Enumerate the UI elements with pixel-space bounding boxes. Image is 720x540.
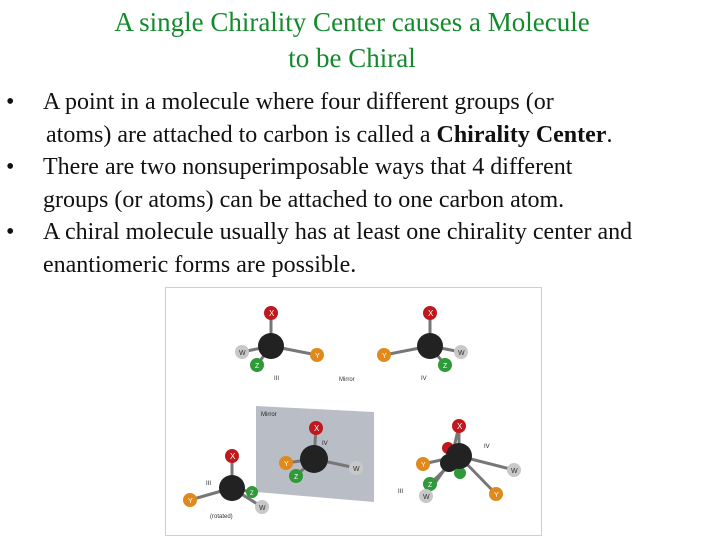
atom-label-y: Y bbox=[421, 462, 426, 469]
atom-label-x: X bbox=[230, 452, 236, 461]
atom-label-z: Z bbox=[250, 491, 254, 497]
atom-label-z: Z bbox=[294, 474, 299, 481]
atom-label-x: X bbox=[457, 422, 463, 431]
atom-label-x: X bbox=[314, 424, 320, 433]
carbon-atom bbox=[258, 333, 284, 359]
atom-label-y: Y bbox=[284, 461, 289, 468]
label-iii: III bbox=[398, 489, 404, 495]
title-line-1: A single Chirality Center causes a Molecule bbox=[114, 7, 590, 37]
atom-label-w: W bbox=[511, 468, 518, 475]
carbon-atom bbox=[219, 475, 245, 501]
atom-label-z: Z bbox=[255, 363, 260, 370]
bullet-text-continued: enantiomeric forms are possible. bbox=[43, 251, 357, 278]
label-rotated: (rotated) bbox=[210, 514, 233, 520]
molecule-iii-top bbox=[235, 306, 324, 382]
bullet-text-suffix: . bbox=[606, 121, 613, 148]
title-line-2: to be Chiral bbox=[288, 43, 416, 73]
molecule-models-svg bbox=[166, 288, 541, 535]
atom-label-y: Y bbox=[494, 492, 499, 499]
molecule-iv-overlap bbox=[398, 419, 521, 503]
carbon-atom bbox=[440, 454, 458, 472]
atom-label-x: X bbox=[428, 309, 434, 318]
label-mirror: Mirror bbox=[339, 377, 355, 383]
bullet-item bbox=[0, 86, 720, 151]
atom-label-y: Y bbox=[315, 353, 320, 360]
bullet-item bbox=[0, 151, 720, 216]
atom-label-z: Z bbox=[428, 482, 433, 489]
bullet-list bbox=[0, 86, 720, 281]
carbon-atom bbox=[300, 445, 328, 473]
label-iv: IV bbox=[322, 441, 328, 447]
chirality-center-term: Chirality Center bbox=[436, 121, 607, 148]
atom-label-x: X bbox=[269, 309, 275, 318]
bullet-marker: • bbox=[6, 219, 15, 245]
atom-label-w: W bbox=[239, 350, 246, 357]
bullet-marker: • bbox=[6, 89, 15, 115]
label-iii: III bbox=[206, 481, 212, 487]
label-mirror-panel: Mirror bbox=[261, 412, 277, 418]
carbon-atom bbox=[417, 333, 443, 359]
bullet-text-continued bbox=[43, 119, 720, 152]
atom-label-z: Z bbox=[443, 363, 448, 370]
atom-label-w: W bbox=[423, 494, 430, 501]
bullet-text-prefix: atoms) are attached to carbon is called a bbox=[46, 121, 437, 148]
label-iv: IV bbox=[484, 444, 490, 450]
atom-label-y: Y bbox=[188, 498, 193, 505]
atom-label-w: W bbox=[353, 466, 360, 473]
label-iv: IV bbox=[421, 376, 427, 382]
molecule-iv-top bbox=[377, 306, 468, 382]
bullet-text-continued: groups (or atoms) can be attached to one carbon atom. bbox=[43, 186, 565, 213]
atom-label-w: W bbox=[259, 505, 266, 512]
slide-title bbox=[0, 4, 704, 76]
bullet-item bbox=[0, 216, 720, 281]
atom-label-w: W bbox=[458, 350, 465, 357]
bullet-text: There are two nonsuperimposable ways that 4 different bbox=[43, 154, 573, 180]
enantiomer-figure bbox=[165, 287, 542, 536]
label-iii: III bbox=[274, 376, 280, 382]
bullet-marker: • bbox=[6, 154, 15, 180]
atom-label-y: Y bbox=[382, 353, 387, 360]
bullet-text: A chiral molecule usually has at least one chirality center and bbox=[43, 219, 633, 245]
bullet-text: A point in a molecule where four different groups (or bbox=[43, 89, 554, 115]
